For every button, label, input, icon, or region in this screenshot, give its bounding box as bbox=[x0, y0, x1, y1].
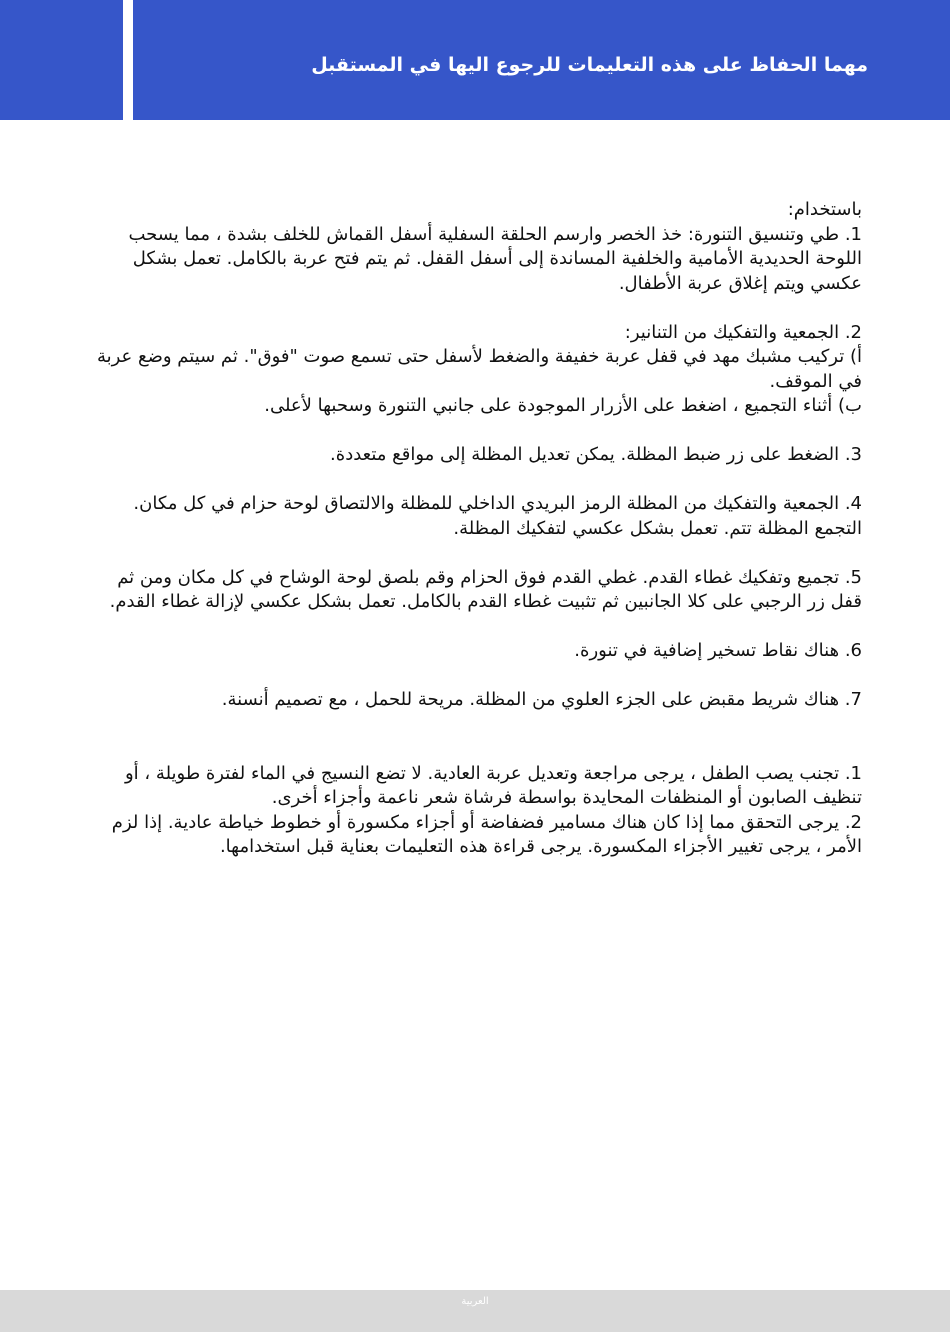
header-banner bbox=[133, 0, 950, 120]
instruction-2a: أ) تركيب مشبك مهد في قفل عربة خفيفة والضغط لأسفل حتى تسمع صوت "فوق". ثم سيتم وضع عربة في الموقف. bbox=[96, 346, 862, 392]
instruction-2b: ب) أثناء التجميع ، اضغط على الأزرار الموجودة على جانبي التنورة وسحبها لأعلى. bbox=[264, 395, 862, 416]
care-note-2: 2. يرجى التحقق مما إذا كان هناك مسامير فضفاضة أو أجزاء مكسورة أو خطوط خياطة عادية. إذا لزم الأمر ، يرجى تغيير الأجزاء المكسورة. يرجى قراءة هذه التعليمات بعناية قبل استخدامها. bbox=[111, 811, 862, 857]
footer-language-label: العربية bbox=[461, 1296, 489, 1307]
instruction-5: 5. تجميع وتفكيك غطاء القدم. غطي القدم فوق الحزام وقم بلصق لوحة الوشاح في كل مكان ومن ثم قفل زر الرجبي على كلا الجانبين ثم تثبيت غطاء القدم بالكامل. تعمل بشكل عكسي لإزالة غطاء القدم. bbox=[109, 566, 862, 612]
intro-label: باستخدام: bbox=[787, 199, 862, 220]
header-title: مهما الحفاظ على هذه التعليمات للرجوع اليها في المستقبل bbox=[311, 54, 868, 76]
instructions-body bbox=[96, 198, 862, 860]
instruction-2-title: 2. الجمعية والتفكيك من التنانير: bbox=[624, 321, 862, 343]
instruction-1: 1. طي وتنسيق التنورة: خذ الخصر وارسم الحلقة السفلية أسفل القماش للخلف بشدة ، مما يسحب اللوحة الحديدية الأمامية والخلفية المساندة إلى أسفل القفل. ثم يتم فتح عربة بالكامل. تعمل بشكل عكسي ويتم إغلاق عربة الأطفال. bbox=[128, 223, 862, 294]
instruction-3: 3. الضغط على زر ضبط المظلة. يمكن تعديل المظلة إلى مواقع متعددة. bbox=[330, 444, 862, 465]
instruction-6: 6. هناك نقاط تسخير إضافية في تنورة. bbox=[574, 640, 862, 661]
instruction-4: 4. الجمعية والتفكيك من المظلة الرمز البريدي الداخلي للمظلة والالتصاق لوحة حزام في كل مكان. التجمع المظلة تتم. تعمل بشكل عكسي لتفكيك المظلة. bbox=[133, 493, 862, 539]
instruction-7: 7. هناك شريط مقبض على الجزء العلوي من المظلة. مريحة للحمل ، مع تصميم أنسنة. bbox=[221, 689, 862, 710]
footer-bar bbox=[0, 1290, 950, 1332]
care-note-1: 1. تجنب يصب الطفل ، يرجى مراجعة وتعديل عربة العادية. لا تضع النسيج في الماء لفترة طويلة ، أو تنظيف الصابون أو المنظفات المحايدة بواسطة فرشاة شعر ناعمة وأجزاء أخرى. bbox=[124, 762, 862, 808]
header-accent-bar bbox=[0, 0, 123, 120]
